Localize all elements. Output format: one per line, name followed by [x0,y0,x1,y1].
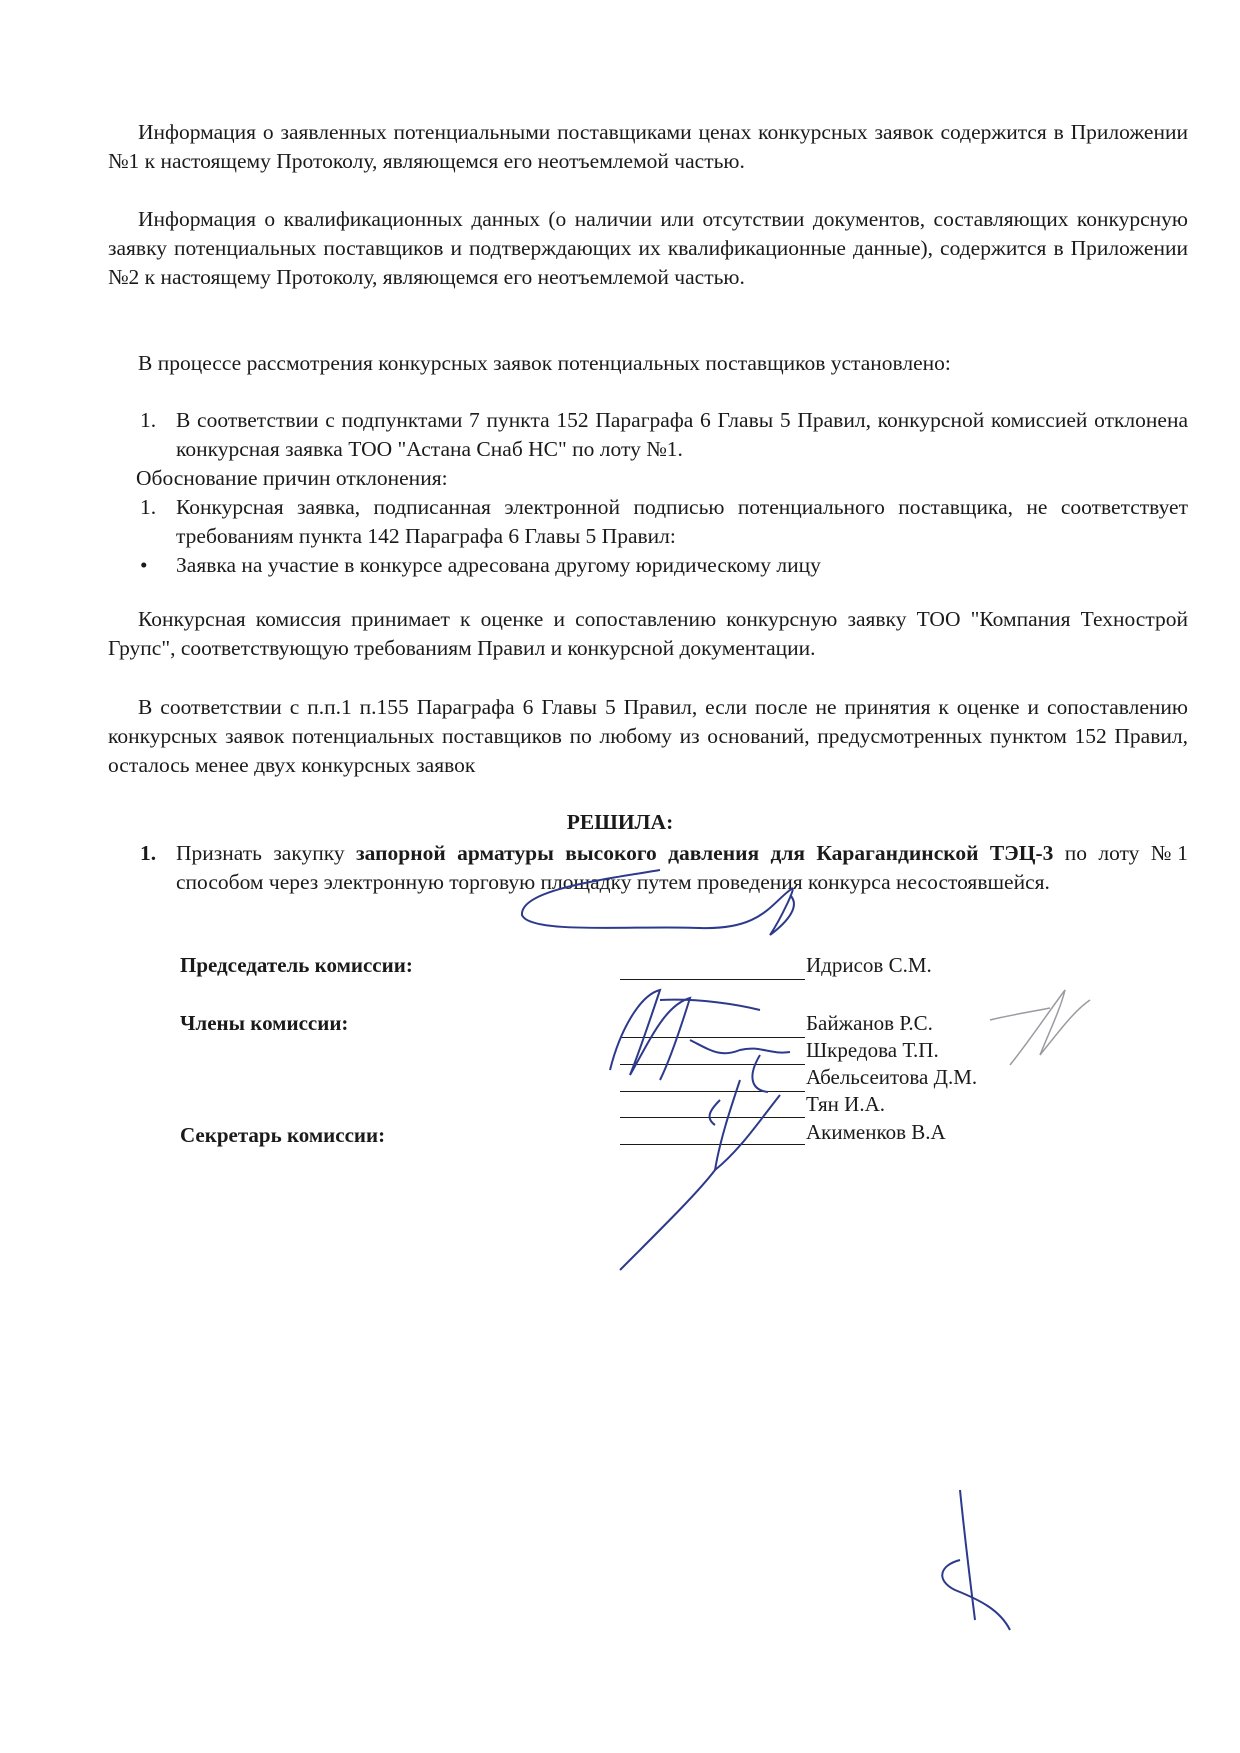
list-number: 1. [140,408,157,432]
decision-text-end: по лоту №1 способом через электронную торговую площадку путем проведения конкурса несостоявшейся. [176,841,1188,894]
member-signatures [610,990,790,1270]
signatory-name: Абельсеитова Д.М. [806,1065,978,1089]
page-initials-mark [942,1490,1010,1630]
secretary-label: Секретарь комиссии: [180,1123,386,1147]
paragraph-text: В соответствии с п.п.1 п.155 Параграфа 6 Главы 5 Правил, если после не принятия к оценке и сопоставлению конкурсных заявок потенциальных поставщиков по любому из оснований, предусмотренных пунктом 152 Правил, осталось менее двух конкурсных заявок [108,695,1188,777]
signatory-name: Акименков В.А [806,1120,946,1144]
initials-mark-decision [522,870,794,935]
members-label: Члены комиссии: [180,1011,349,1035]
paragraph-text: В процессе рассмотрения конкурсных заявок потенциальных поставщиков установлено: [138,351,951,375]
signatory-name: Идрисов С.М. [806,953,932,977]
decision-heading: РЕШИЛА: [566,810,674,834]
list-item-text: Конкурсная заявка, подписанная электронной подписью потенциального поставщика, не соответствует требованиям пункта 142 Параграфа 6 Главы 5 Правил: [176,495,1188,548]
pencil-signature [990,990,1090,1065]
signatory-name: Шкредова Т.П. [806,1038,939,1062]
decision-text-start: Признать закупку [176,841,356,865]
bullet-mark: • [140,553,148,577]
rejection-reasons-title: Обоснование причин отклонения: [136,466,448,490]
list-number: 1. [140,841,157,865]
list-item-text: В соответствии с подпунктами 7 пункта 152 Параграфа 6 Главы 5 Правил, конкурсной комиссией отклонена конкурсная заявка ТОО "Астана Снаб НС" по лоту №1. [176,408,1188,461]
list-number: 1. [140,495,157,519]
paragraph-text: Информация о квалификационных данных (о наличии или отсутствии документов, составляющих конкурсную заявку потенциальных поставщиков и подтверждающих их квалификационные данные), содержится в Приложении №2 к настоящему Протоколу, являющемся его неотъемлемой частью. [108,207,1188,289]
signatory-name: Тян И.А. [806,1092,886,1116]
chairman-label: Председатель комиссии: [180,953,413,977]
decision-subject: запорной арматуры высокого давления для Карагандинской ТЭЦ-3 [356,841,1054,865]
paragraph-text: Информация о заявленных потенциальными поставщиками ценах конкурсных заявок содержится в Приложении №1 к настоящему Протоколу, являющемся его неотъемлемой частью. [108,120,1188,173]
paragraph-text: Конкурсная комиссия принимает к оценке и сопоставлению конкурсную заявку ТОО "Компания Технострой Групс", соответствующую требованиям Правил и конкурсной документации. [108,607,1188,660]
signatory-name: Байжанов Р.С. [806,1011,933,1035]
list-item-text: Заявка на участие в конкурсе адресована другому юридическому лицу [176,553,821,577]
